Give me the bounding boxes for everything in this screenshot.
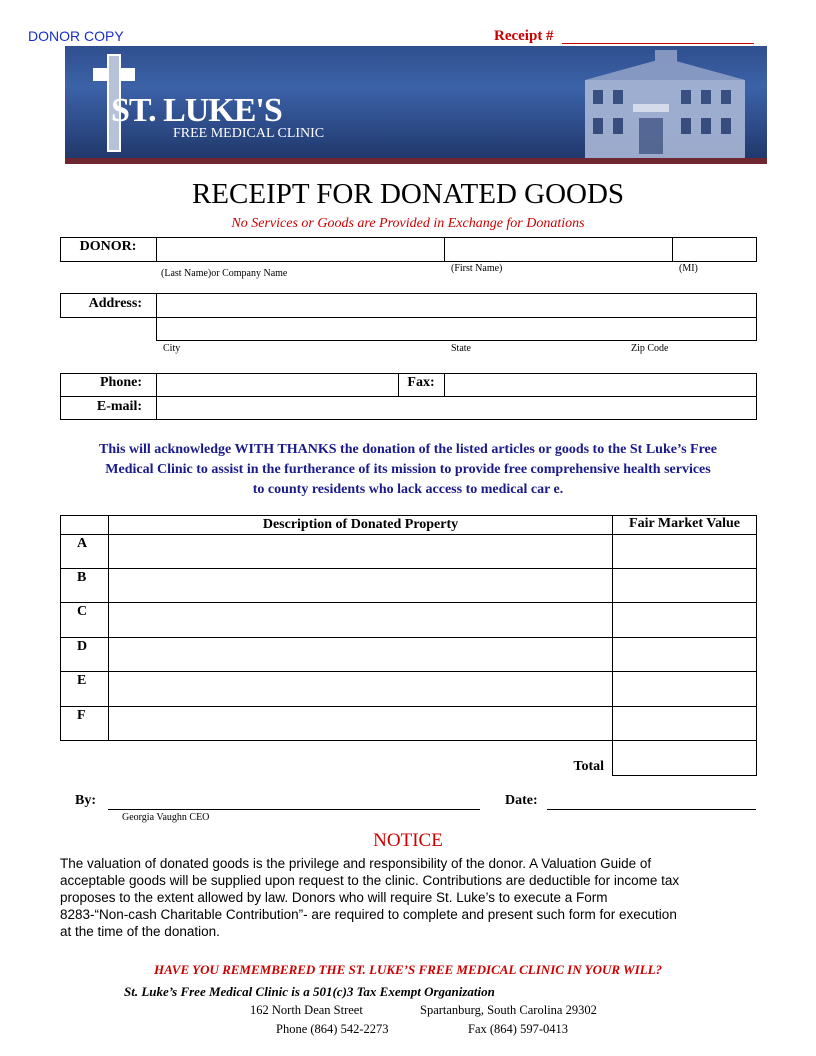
divider bbox=[108, 515, 109, 741]
email-field[interactable] bbox=[158, 398, 755, 418]
address-city-state-zip-field[interactable] bbox=[158, 319, 755, 339]
notice-line-2: acceptable goods will be supplied upon request to the clinic. Contributions are deductible for income tax bbox=[60, 873, 680, 888]
row-letter-e: E bbox=[77, 673, 87, 688]
row-letter-c: C bbox=[77, 604, 88, 619]
receipt-number-line bbox=[562, 43, 754, 44]
zip-caption: Zip Code bbox=[631, 343, 669, 354]
page-subtitle: No Services or Goods are Provided in Exchange for Donations bbox=[231, 216, 585, 231]
donor-mi-field[interactable] bbox=[674, 239, 755, 260]
description-field-b[interactable] bbox=[110, 570, 610, 601]
address-label: Address: bbox=[88, 296, 142, 311]
date-line[interactable] bbox=[547, 809, 756, 810]
acknowledgement-line-3: to county residents who lack access to medical car e. bbox=[252, 482, 564, 497]
row-letter-a: A bbox=[77, 536, 88, 551]
divider bbox=[612, 515, 613, 776]
description-field-a[interactable] bbox=[110, 536, 610, 567]
description-header: Description of Donated Property bbox=[262, 517, 459, 532]
fair-market-value-header: Fair Market Value bbox=[629, 516, 740, 531]
last-name-caption: (Last Name)or Company Name bbox=[161, 268, 288, 279]
notice-line-4: 8283-“Non-cash Charitable Contribution”- are required to complete and present such form for execution bbox=[60, 907, 677, 922]
acknowledgement-line-2: Medical Clinic to assist in the furtherance of its mission to provide free comprehensive health services bbox=[105, 462, 711, 477]
phone-label: Phone: bbox=[100, 375, 142, 390]
value-field-d[interactable] bbox=[614, 639, 755, 670]
total-label: Total bbox=[573, 759, 604, 774]
value-field-b[interactable] bbox=[614, 570, 755, 601]
acknowledgement-text bbox=[40, 440, 776, 500]
divider bbox=[156, 373, 157, 420]
fax-field[interactable] bbox=[446, 375, 755, 395]
divider bbox=[60, 602, 757, 603]
divider bbox=[756, 317, 757, 341]
notice-title: NOTICE bbox=[373, 830, 443, 851]
notice-body bbox=[60, 855, 770, 940]
signature-line[interactable] bbox=[108, 809, 480, 810]
by-label: By: bbox=[75, 793, 96, 808]
logo-st-lukes-text: ST. LUKE'S bbox=[111, 92, 282, 129]
donor-last-name-field[interactable] bbox=[158, 239, 442, 260]
divider bbox=[60, 396, 757, 397]
divider bbox=[60, 534, 757, 535]
footer-city: Spartanburg, South Carolina 29302 bbox=[420, 1003, 597, 1017]
divider bbox=[60, 568, 757, 569]
divider bbox=[444, 373, 445, 396]
value-field-f[interactable] bbox=[614, 708, 755, 740]
divider bbox=[156, 340, 757, 341]
description-field-d[interactable] bbox=[110, 639, 610, 670]
acknowledgement-line-1: This will acknowledge WITH THANKS the donation of the listed articles or goods to the St Luke’s Free bbox=[99, 442, 717, 457]
banner-bottom-stripe bbox=[65, 158, 767, 164]
footer-street: 162 North Dean Street bbox=[250, 1003, 363, 1017]
divider bbox=[156, 237, 157, 262]
value-field-e[interactable] bbox=[614, 673, 755, 705]
fax-label: Fax: bbox=[407, 375, 435, 390]
divider bbox=[672, 237, 673, 262]
divider bbox=[756, 740, 757, 776]
row-letter-f: F bbox=[77, 708, 86, 723]
notice-line-1: The valuation of donated goods is the privilege and responsibility of the donor. A Valuation Guide of bbox=[60, 856, 652, 871]
description-field-c[interactable] bbox=[110, 604, 610, 636]
total-field[interactable] bbox=[614, 742, 755, 774]
description-field-e[interactable] bbox=[110, 673, 610, 705]
value-field-c[interactable] bbox=[614, 604, 755, 636]
row-letter-b: B bbox=[77, 570, 87, 585]
divider bbox=[60, 637, 757, 638]
signer-name: Georgia Vaughn CEO bbox=[122, 812, 210, 823]
receipt-number-label: Receipt # bbox=[494, 28, 554, 44]
description-field-f[interactable] bbox=[110, 708, 610, 740]
address-street-field[interactable] bbox=[158, 295, 755, 316]
clinic-banner bbox=[65, 46, 767, 164]
email-label: E-mail: bbox=[96, 399, 142, 414]
notice-line-3: proposes to the extent allowed by law. Donors who will require St. Luke’s to execute a Form bbox=[60, 890, 608, 905]
divider bbox=[612, 775, 757, 776]
tax-exempt-statement: St. Luke’s Free Medical Clinic is a 501(c)3 Tax Exempt Organization bbox=[124, 984, 495, 999]
divider bbox=[398, 373, 399, 396]
divider bbox=[60, 706, 757, 707]
building-icon bbox=[585, 50, 745, 160]
footer-phone: Phone (864) 542-2273 bbox=[276, 1022, 389, 1036]
divider bbox=[444, 237, 445, 262]
logo-clinic-text: FREE MEDICAL CLINIC bbox=[173, 126, 325, 141]
value-field-a[interactable] bbox=[614, 536, 755, 567]
city-caption: City bbox=[163, 343, 181, 354]
state-caption: State bbox=[451, 343, 471, 354]
donor-copy-label: DONOR COPY bbox=[28, 28, 124, 44]
donor-label: DONOR: bbox=[79, 239, 137, 254]
row-letter-d: D bbox=[77, 639, 88, 654]
date-label: Date: bbox=[505, 793, 538, 808]
divider bbox=[156, 293, 157, 341]
will-reminder: HAVE YOU REMEMBERED THE ST. LUKE’S FREE MEDICAL CLINIC IN YOUR WILL? bbox=[153, 962, 663, 977]
donor-first-name-field[interactable] bbox=[446, 239, 670, 260]
first-name-caption: (First Name) bbox=[451, 263, 503, 274]
mi-caption: (MI) bbox=[679, 263, 698, 274]
notice-line-5: at the time of the donation. bbox=[60, 924, 220, 939]
divider bbox=[60, 671, 757, 672]
page-title: RECEIPT FOR DONATED GOODS bbox=[191, 178, 625, 210]
footer-fax: Fax (864) 597-0413 bbox=[468, 1022, 568, 1036]
phone-field[interactable] bbox=[158, 375, 396, 395]
